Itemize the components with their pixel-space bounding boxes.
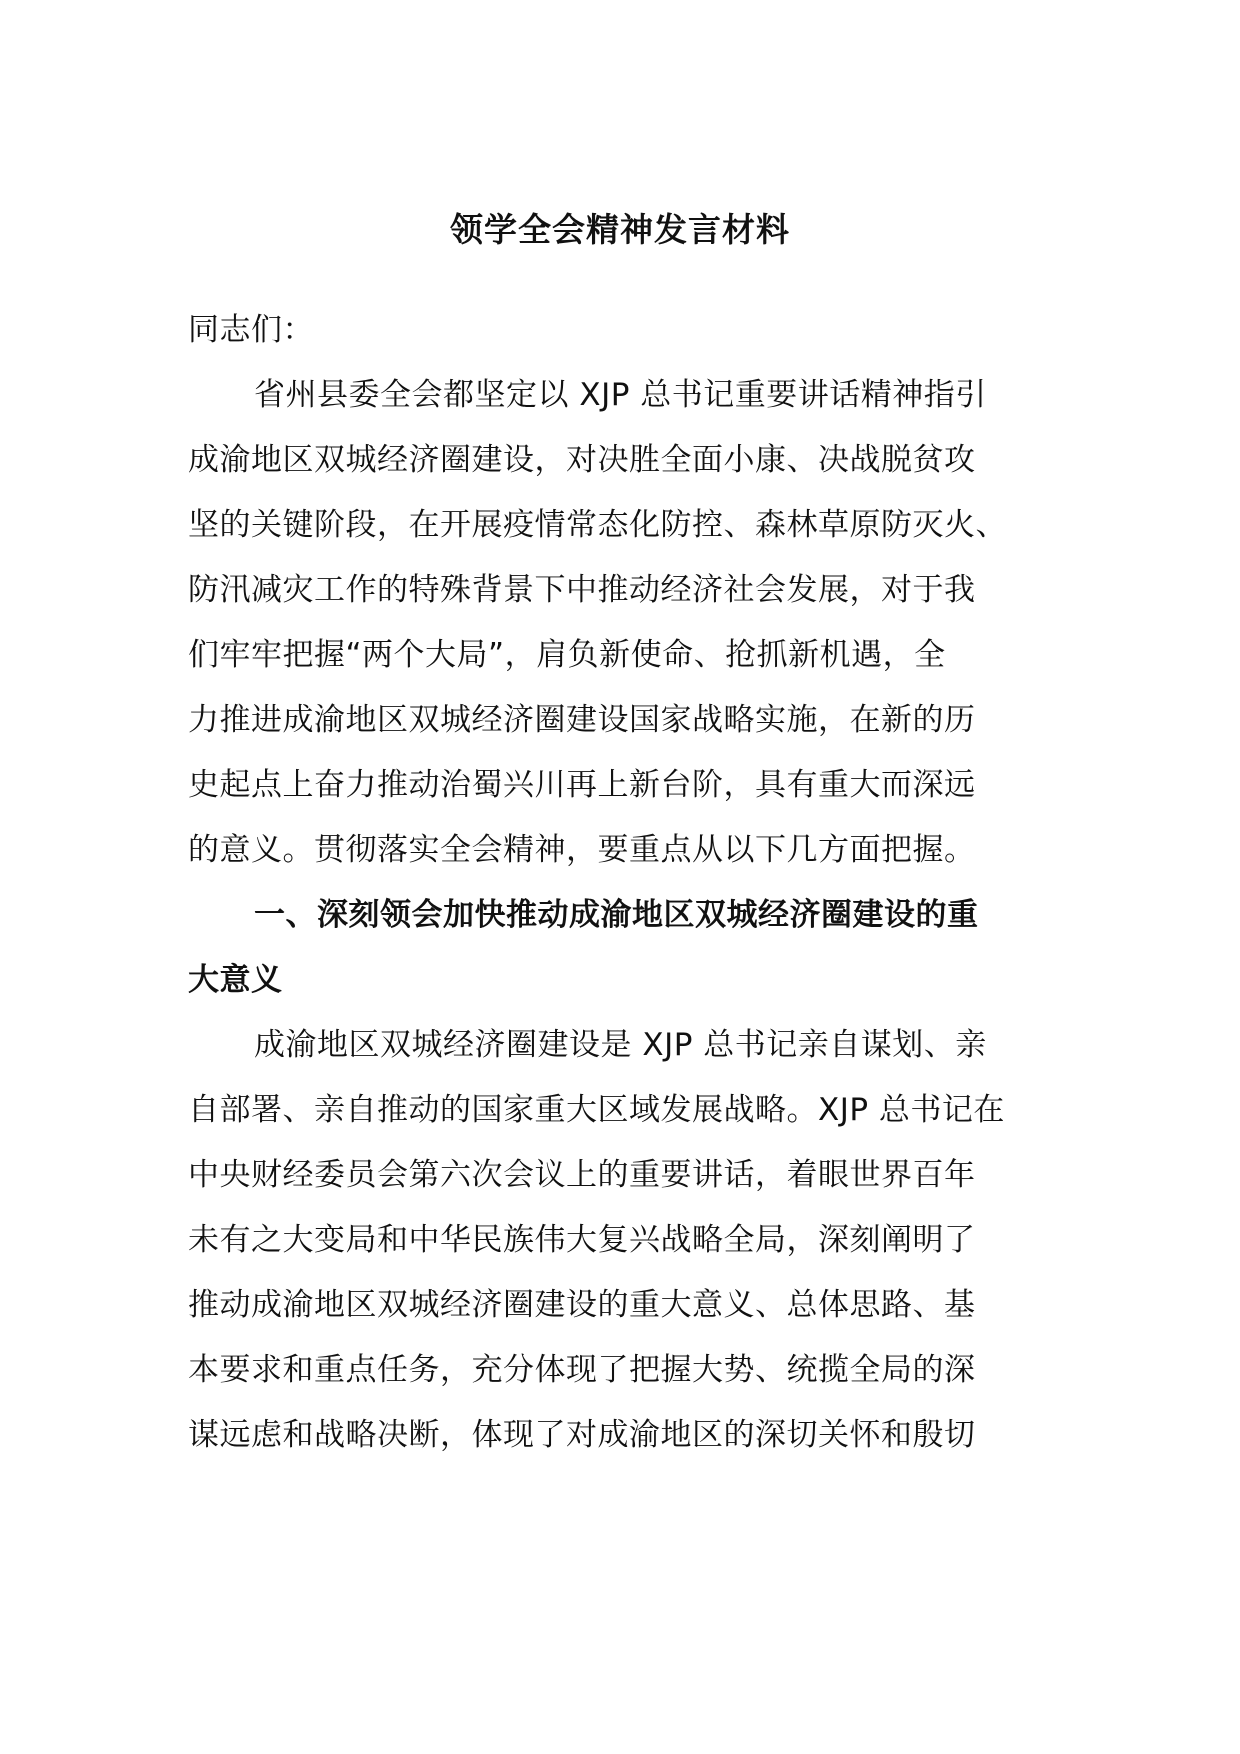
- paragraph-1-line-5: 们牢牢把握“两个大局”，肩负新使命、抢抓新机遇，全: [188, 637, 946, 673]
- paragraph-1-line-3: 坚的关键阶段，在开展疫情常态化防控、森林草原防灭火、: [188, 507, 1007, 543]
- paragraph-1-line-7: 史起点上奋力推动治蜀兴川再上新台阶，具有重大而深远: [188, 767, 976, 803]
- paragraph-2-line-1: 成渝地区双城经济圈建设是 XJP 总书记亲自谋划、亲: [254, 1027, 987, 1063]
- section-heading-line-2: 大意义: [188, 962, 283, 998]
- paragraph-2-line-5: 推动成渝地区双城经济圈建设的重大意义、总体思路、基: [188, 1287, 976, 1323]
- paragraph-1-line-2: 成渝地区双城经济圈建设，对决胜全面小康、决战脱贫攻: [188, 442, 976, 478]
- paragraph-1-line-4: 防汛减灾工作的特殊背景下中推动经济社会发展，对于我: [188, 572, 976, 608]
- paragraph-2-line-7: 谋远虑和战略决断，体现了对成渝地区的深切关怀和殷切: [188, 1417, 976, 1453]
- paragraph-2-line-4: 未有之大变局和中华民族伟大复兴战略全局，深刻阐明了: [188, 1222, 976, 1258]
- document-title: 领学全会精神发言材料: [450, 210, 790, 249]
- document-body: [188, 298, 1052, 1468]
- paragraph-1-line-1: 省州县委全会都坚定以 XJP 总书记重要讲话精神指引: [254, 377, 987, 413]
- section-heading-line-1: 一、深刻领会加快推动成渝地区双城经济圈建设的重: [254, 897, 979, 933]
- paragraph-2-line-3: 中央财经委员会第六次会议上的重要讲话，着眼世界百年: [188, 1157, 976, 1193]
- paragraph-2-line-6: 本要求和重点任务，充分体现了把握大势、统揽全局的深: [188, 1352, 976, 1388]
- salutation: 同志们：: [188, 312, 314, 348]
- paragraph-2-line-2: 自部署、亲自推动的国家重大区域发展战略。XJP 总书记在: [188, 1092, 1005, 1128]
- paragraph-1-line-6: 力推进成渝地区双城经济圈建设国家战略实施，在新的历: [188, 702, 976, 738]
- paragraph-1-line-8: 的意义。贯彻落实全会精神，要重点从以下几方面把握。: [188, 832, 976, 868]
